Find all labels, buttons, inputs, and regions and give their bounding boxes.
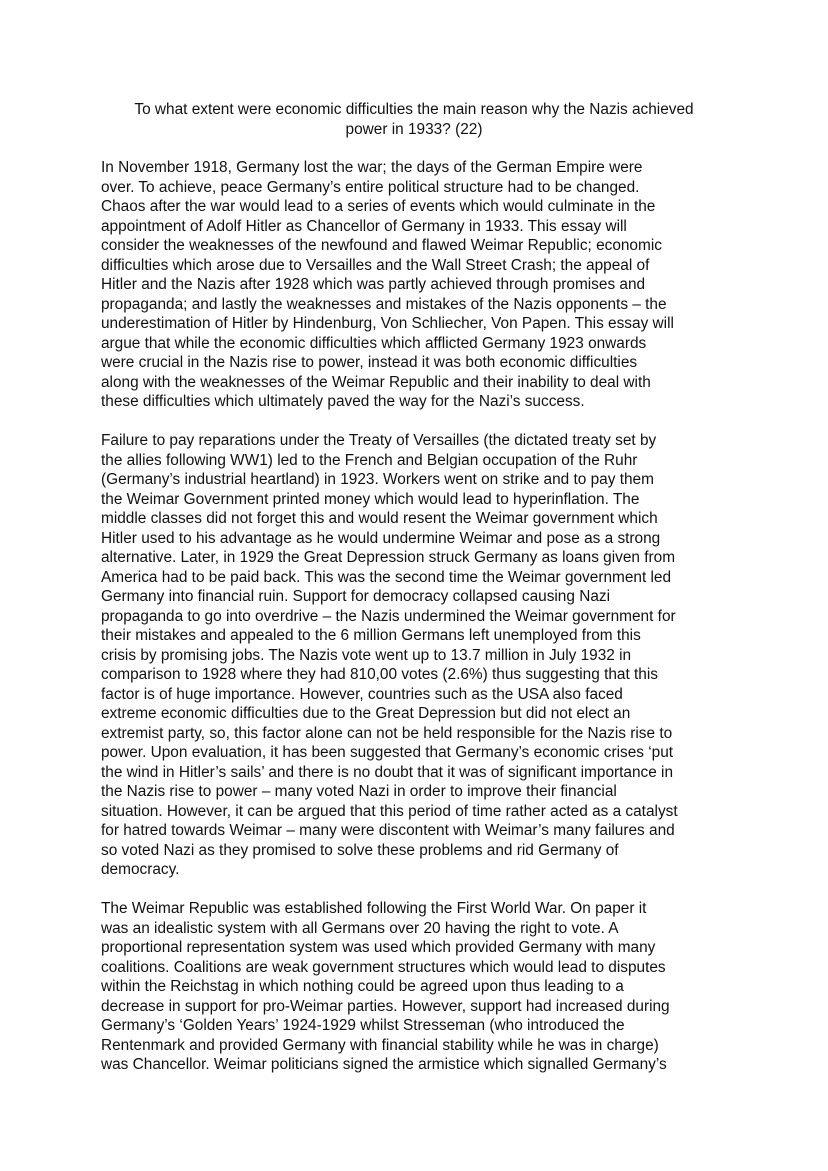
text-line: alternative. Later, in 1929 the Great Depression struck Germany as loans given from bbox=[101, 549, 676, 566]
text-line: Rentenmark and provided Germany with financial stability while he was in charge) bbox=[101, 1036, 659, 1054]
text-line: The Weimar Republic was established following the First World War. On paper it bbox=[101, 900, 647, 917]
text-line: appointment of Adolf Hitler as Chancellor of Germany in 1933. This essay will bbox=[101, 217, 627, 235]
text-line: for hatred towards Weimar – many were discontent with Weimar’s many failures and bbox=[101, 822, 675, 839]
text-line: was Chancellor. Weimar politicians signed the armistice which signalled Germany’s bbox=[101, 1056, 667, 1073]
title-line: power in 1933? (22) bbox=[345, 120, 483, 138]
text-line: decrease in support for pro-Weimar parties. However, support had increased during bbox=[101, 997, 670, 1015]
text-line: extremist party, so, this factor alone can not be held responsible for the Nazis rise to bbox=[101, 724, 673, 742]
text-line: underestimation of Hitler by Hindenburg, Von Schliecher, Von Papen. This essay will bbox=[101, 315, 674, 332]
text-line: middle classes did not forget this and would resent the Weimar government which bbox=[101, 510, 658, 527]
text-line: Hitler and the Nazis after 1928 which was partly achieved through promises and bbox=[101, 276, 646, 293]
text-line: was an idealistic system with all Germans over 20 having the right to vote. A bbox=[101, 919, 619, 937]
paragraph-weimar-republic bbox=[101, 899, 741, 1075]
text-line: situation. However, it can be argued that this period of time rather acted as a catalyst bbox=[101, 802, 678, 820]
essay-title bbox=[96, 100, 732, 139]
text-line: these difficulties which ultimately paved the way for the Nazi’s success. bbox=[101, 393, 585, 410]
text-line: their mistakes and appealed to the 6 million Germans left unemployed from this bbox=[101, 627, 641, 644]
text-line: coalitions. Coalitions are weak government structures which would lead to disputes bbox=[101, 958, 666, 976]
text-line: so voted Nazi as they promised to solve these problems and rid Germany of bbox=[101, 841, 619, 859]
text-line: Germany into financial ruin. Support for democracy collapsed causing Nazi bbox=[101, 588, 610, 605]
text-line: Chaos after the war would lead to a series of events which would culminate in the bbox=[101, 198, 656, 215]
text-line: power. Upon evaluation, it has been suggested that Germany’s economic crises ‘put bbox=[101, 744, 674, 761]
text-line: In November 1918, Germany lost the war; the days of the German Empire were bbox=[101, 159, 643, 176]
text-line: the Weimar Government printed money which would lead to hyperinflation. The bbox=[101, 490, 640, 508]
text-line: over. To achieve, peace Germany’s entire political structure had to be changed. bbox=[101, 178, 640, 196]
text-line: argue that while the economic difficulties which afflicted Germany 1923 onwards bbox=[101, 334, 647, 352]
text-line: Failure to pay reparations under the Treaty of Versailles (the dictated treaty set by bbox=[101, 432, 657, 449]
text-line: within the Reichstag in which nothing could be agreed upon thus leading to a bbox=[101, 978, 624, 995]
text-line: the wind in Hitler’s sails’ and there is no doubt that it was of significant importance in bbox=[101, 763, 674, 781]
text-line: proportional representation system was used which provided Germany with many bbox=[101, 939, 656, 956]
text-line: America had to be paid back. This was the second time the Weimar government led bbox=[101, 568, 672, 586]
text-line: comparison to 1928 where they had 810,00 votes (2.6%) thus suggesting that this bbox=[101, 666, 658, 683]
text-line: propaganda to go into overdrive – the Nazis undermined the Weimar government for bbox=[101, 607, 676, 625]
text-line: (Germany’s industrial heartland) in 1923. Workers went on strike and to pay them bbox=[101, 471, 654, 488]
essay-body bbox=[101, 158, 741, 1094]
text-line: along with the weaknesses of the Weimar Republic and their inability to deal with bbox=[101, 373, 651, 391]
text-line: Hitler used to his advantage as he would undermine Weimar and pose as a strong bbox=[101, 529, 661, 547]
text-line: factor is of huge importance. However, countries such as the USA also faced bbox=[101, 685, 623, 703]
text-line: extreme economic difficulties due to the Great Depression but did not elect an bbox=[101, 705, 631, 722]
text-line: democracy. bbox=[101, 861, 180, 878]
text-line: were crucial in the Nazis rise to power, instead it was both economic difficulties bbox=[101, 354, 638, 371]
text-line: the Nazis rise to power – many voted Nazi in order to improve their financial bbox=[101, 783, 617, 800]
title-line: To what extent were economic difficulties the main reason why the Nazis achieved bbox=[134, 101, 694, 118]
text-line: the allies following WW1) led to the French and Belgian occupation of the Ruhr bbox=[101, 451, 638, 469]
text-line: propaganda; and lastly the weaknesses and mistakes of the Nazis opponents – the bbox=[101, 295, 667, 313]
paragraph-economic-difficulties bbox=[101, 431, 741, 880]
text-line: Germany’s ‘Golden Years’ 1924-1929 whilst Stresseman (who introduced the bbox=[101, 1017, 625, 1034]
text-line: crisis by promising jobs. The Nazis vote went up to 13.7 million in July 1932 in bbox=[101, 646, 632, 664]
paragraph-introduction bbox=[101, 158, 741, 412]
text-line: difficulties which arose due to Versailles and the Wall Street Crash; the appeal of bbox=[101, 256, 650, 274]
text-line: consider the weaknesses of the newfound and flawed Weimar Republic; economic bbox=[101, 237, 662, 254]
